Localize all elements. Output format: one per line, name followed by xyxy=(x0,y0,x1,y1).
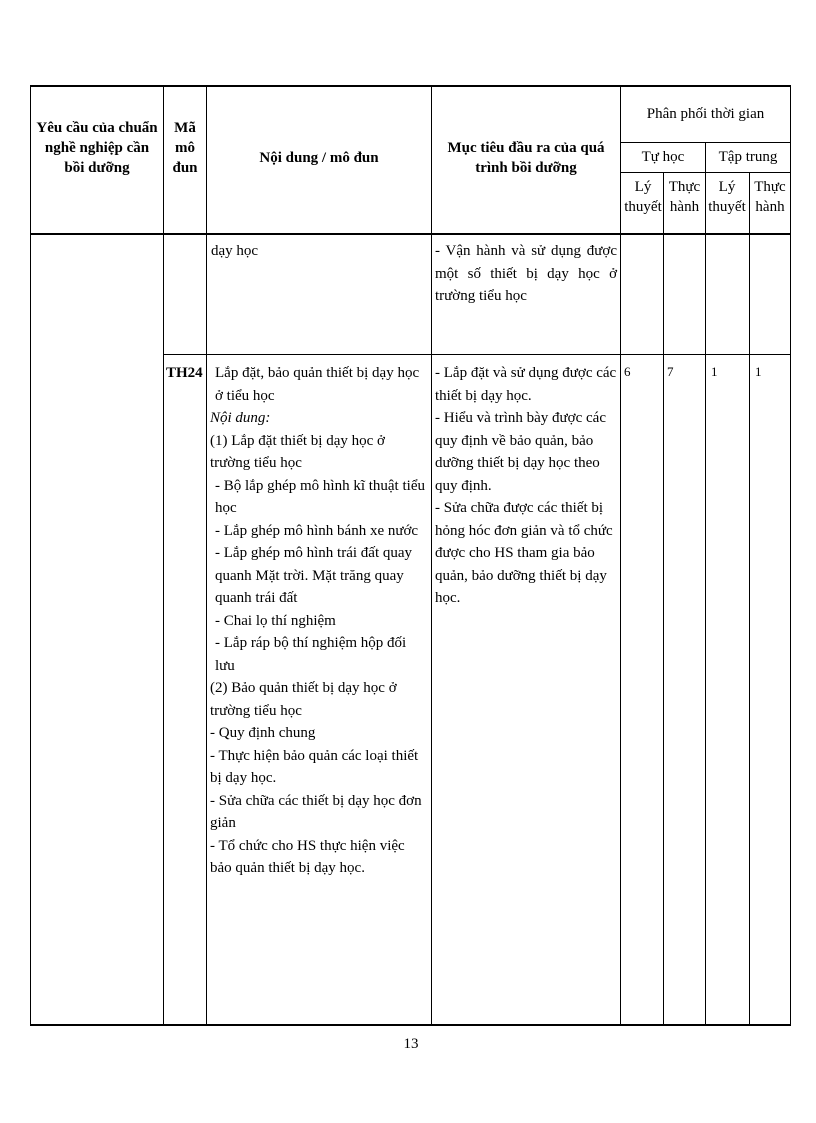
col-line-2 xyxy=(206,85,207,1026)
row2-module-code: TH24 xyxy=(166,365,203,381)
header-divider xyxy=(30,233,791,235)
content-item: - Lắp ghép mô hình bánh xe nước xyxy=(215,522,419,539)
page-number: 13 xyxy=(403,1036,419,1052)
content-title: Lắp đặt, bảo quản thiết bị dạy học ở tiểu học xyxy=(215,365,420,404)
content-section-2: (2) Bảo quản thiết bị dạy học ở trường tiểu học xyxy=(210,680,397,719)
col-line-3 xyxy=(431,85,432,1026)
header-self-theory: Lý thuyết xyxy=(624,179,662,215)
row2-self-practice: 7 xyxy=(667,364,674,379)
header-time-distribution: Phân phối thời gian xyxy=(646,106,765,122)
header-content-module: Nội dung / mô đun xyxy=(259,150,379,166)
objective-item: - Sửa chữa được các thiết bị hỏng hóc đơn giản và tổ chức được cho HS tham gia bảo quản, bảo dưỡng thiết bị dạy học. xyxy=(435,500,613,606)
col-line-4 xyxy=(620,85,621,1026)
row1-objective: - Vận hành và sử dụng được một số thiết bị dạy học ở trường tiểu học xyxy=(435,243,617,304)
content-item: - Quy định chung xyxy=(210,725,316,741)
col-line-8 xyxy=(790,85,791,1026)
table-border-bottom xyxy=(30,1024,791,1026)
row2-self-theory: 6 xyxy=(624,364,631,379)
content-item: - Tổ chức cho HS thực hiện việc bảo quản thiết bị dạy học. xyxy=(210,837,405,876)
header-conc-theory: Lý thuyết xyxy=(708,179,746,215)
row2-conc-practice: 1 xyxy=(755,364,762,379)
row2-conc-theory: 1 xyxy=(711,364,718,379)
table-border-top xyxy=(30,85,791,87)
objective-item: - Hiểu và trình bày được các quy định về bảo quản, bảo dưỡng thiết bị dạy học theo quy định. xyxy=(435,410,606,494)
col-line-0 xyxy=(30,85,31,1026)
content-item: - Sửa chữa các thiết bị dạy học đơn giản xyxy=(210,792,422,831)
header-output-objectives: Mục tiêu đầu ra của quá trình bồi dưỡng xyxy=(447,140,605,176)
col-line-6 xyxy=(705,142,706,1026)
col-line-7 xyxy=(749,172,750,1026)
header-concentrated: Tập trung xyxy=(718,149,778,165)
header-conc-practice: Thực hành xyxy=(754,179,786,215)
content-item: - Lắp ráp bộ thí nghiệm hộp đối lưu xyxy=(215,635,407,674)
content-item: - Chai lọ thí nghiệm xyxy=(215,612,336,629)
content-item: - Bộ lắp ghép mô hình kĩ thuật tiểu học xyxy=(215,477,425,516)
content-item: - Thực hiện bảo quản các loại thiết bị dạy học. xyxy=(210,747,419,786)
col-line-1 xyxy=(163,85,164,1026)
objective-item: - Lắp đặt và sử dụng được các thiết bị dạy học. xyxy=(435,365,617,404)
content-item: - Lắp ghép mô hình trái đất quay quanh Mặt trời. Mặt trăng quay quanh trái đất xyxy=(215,545,413,606)
row1-content: dạy học xyxy=(211,243,259,259)
row2-content xyxy=(210,362,428,880)
header-self-study: Tự học xyxy=(641,149,685,165)
col-line-5 xyxy=(663,172,664,1026)
content-section-1: (1) Lắp đặt thiết bị dạy học ở trường tiểu học xyxy=(210,432,385,471)
row-divider xyxy=(163,354,791,355)
header-self-practice: Thực hành xyxy=(668,179,701,215)
header-standard-requirement: Yêu cầu của chuẩn nghề nghiệp cần bồi dưỡng xyxy=(36,120,158,176)
content-label: Nội dung: xyxy=(210,410,271,426)
header-module-code: Mã mô đun xyxy=(172,120,198,176)
row2-objective xyxy=(435,362,617,610)
